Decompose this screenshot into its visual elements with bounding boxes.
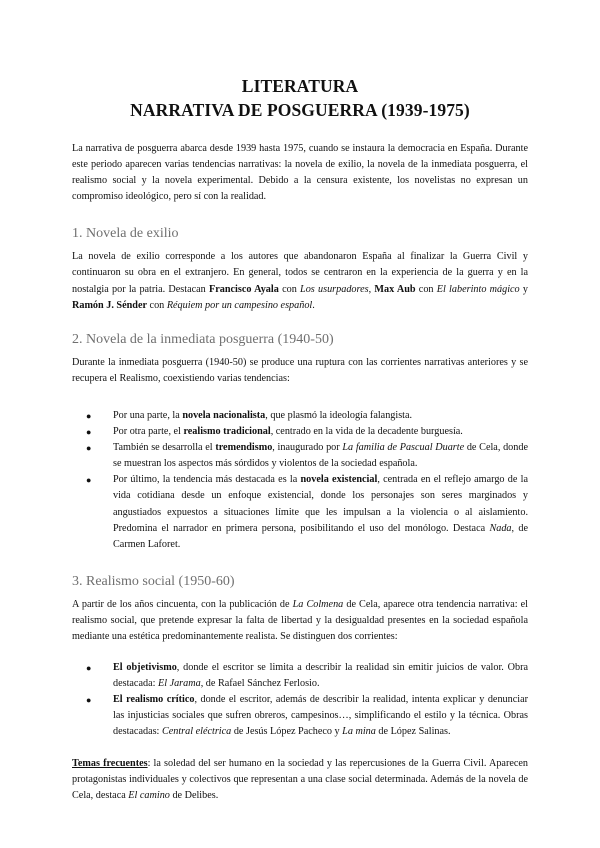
connector-text: . [312,299,315,311]
work-title: La familia de Pascual Duarte [342,442,465,454]
author-name: Ramón J. Sénder [72,299,147,311]
exilio-text: La novela de exilio corresponde a los autores que abandonaron España al finalizar la Guerra Civil y continuaron su obra en el extranjero. En general, todos se centraron en la experiencia de la guerra y en la nostalgia por la patria. Destacan [72,251,528,295]
bullet-icon: ● [86,663,92,674]
section-heading-posguerra: 2. Novela de la inmediata posguerra (1940-50) [72,331,334,347]
item-term: novela nacionalista [182,409,266,421]
intro-text: de Cela, aparece otra tendencia narrativa: el realismo social, que pretende expresar la falta de libertad y la desigualdad presentes en la sociedad española mediante una estética predominantemente realista. Se distinguen dos corrientes: [72,598,529,642]
work-title: Réquiem por un campesino español [166,299,313,311]
work-title: Central eléctrica [161,726,232,738]
author-name: Max Aub [374,283,416,295]
connector-text: , [368,283,375,295]
section-heading-realismo-social: 3. Realismo social (1950-60) [72,573,235,589]
author-name: Francisco Ayala [209,283,279,295]
item-text: , donde el escritor se limita a describir la realidad sin emitir juicios de valor. Obra destacada: [113,662,528,690]
section-heading-exilio: 1. Novela de exilio [72,226,179,242]
item-text: , de Rafael Sánchez Ferlosio. [200,678,320,690]
item-term: realismo tradicional [183,426,271,438]
item-text: , donde el escritor, además de describir la realidad, intenta explicar y denunciar las injusticias sociales que sufren obreros, campesinos…, simplificando el estilo y la técnica. Obras destacadas: [113,694,529,738]
item-text: , inaugurado por [272,442,343,454]
document-title: LITERATURA [241,76,359,96]
bullet-icon: ● [86,427,92,438]
work-title: El camino [128,789,170,801]
bullet-icon: ● [86,410,92,421]
connector-text: con [415,283,437,295]
intro-paragraph: La narrativa de posguerra abarca desde 1939 hasta 1975, cuando se instaura la democracia en España. Durante este periodo aparecen varias tendencias narrativas: la novela de exilio, la novela de la inmediata posguerra, el realismo social y la novela experimental. Debido a la censura existente, los novelistas no expresan un compromiso ideológico, pero sí con la realidad. [72,143,528,203]
connector-text: y [519,283,528,295]
list-item [72,440,528,472]
item-text: de Cela, donde se muestran los aspectos más sórdidos y violentos de la sociedad española. [113,442,528,470]
temas-paragraph [72,756,528,804]
work-title: Nada [489,522,512,534]
item-text: Por último, la tendencia más destacada es la [113,474,301,486]
temas-text: : la soledad del ser humano en la sociedad y las repercusiones de la Guerra Civil. Aparecen protagonistas individuales y colectivos que representan a una clase social determinada. Además de la novela de Cela, destaca [72,757,528,801]
item-text: También se desarrolla el [113,442,216,454]
work-title: La mina [342,726,376,738]
work-title: El laberinto mágico [436,283,520,295]
work-title: Los usurpadores [300,283,369,295]
item-term: tremendismo [215,442,273,454]
exilio-paragraph [72,249,528,313]
item-text: Por una parte, la [113,409,183,421]
connector-text: con [147,299,167,311]
document-subtitle: NARRATIVA DE POSGUERRA (1939-1975) [130,100,470,120]
corrientes-list [72,660,528,740]
bullet-icon: ● [86,475,92,486]
item-text: , de Carmen Laforet. [113,522,528,550]
item-text: , centrado en la vida de la decadente burguesía. [270,426,463,438]
posguerra-intro: Durante la inmediata posguerra (1940-50) se produce una ruptura con las corrientes narrativas anteriores y se recupera el Realismo, coexistiendo varias tendencias: [72,356,528,384]
item-text: de Jesús López Pacheco y [231,726,343,738]
item-text: , centrada en el reflejo amargo de la vida cotidiana desde un enfoque existencial, donde los personajes son seres marginados y angustiados expuestos a situaciones límite que les impulsan a la violencia o al aislamiento. Predomina el narrador en primera persona, posibilitando el uso del monólogo. Destaca [113,474,528,534]
connector-text: con [278,283,301,295]
list-item [72,692,528,740]
bullet-icon: ● [86,695,92,706]
temas-text: de Delibes. [169,789,219,801]
tendencias-list [72,408,528,553]
item-term: El objetivismo [113,662,177,674]
item-text: Por otra parte, el [113,426,184,438]
bullet-icon: ● [86,443,92,454]
list-item [72,424,528,440]
work-title: El Jarama [157,678,201,690]
list-item [72,472,528,552]
item-text: , que plasmó la ideología falangista. [265,409,413,421]
temas-label: Temas frecuentes [72,757,148,769]
list-item [72,408,528,424]
intro-text: A partir de los años cincuenta, con la publicación de [72,598,293,610]
item-term: novela existencial [300,474,378,486]
list-item [72,660,528,692]
work-title: La Colmena [292,598,344,610]
item-text: de López Salinas. [375,726,451,738]
realismo-intro [72,597,528,645]
item-term: El realismo crítico [113,694,195,706]
